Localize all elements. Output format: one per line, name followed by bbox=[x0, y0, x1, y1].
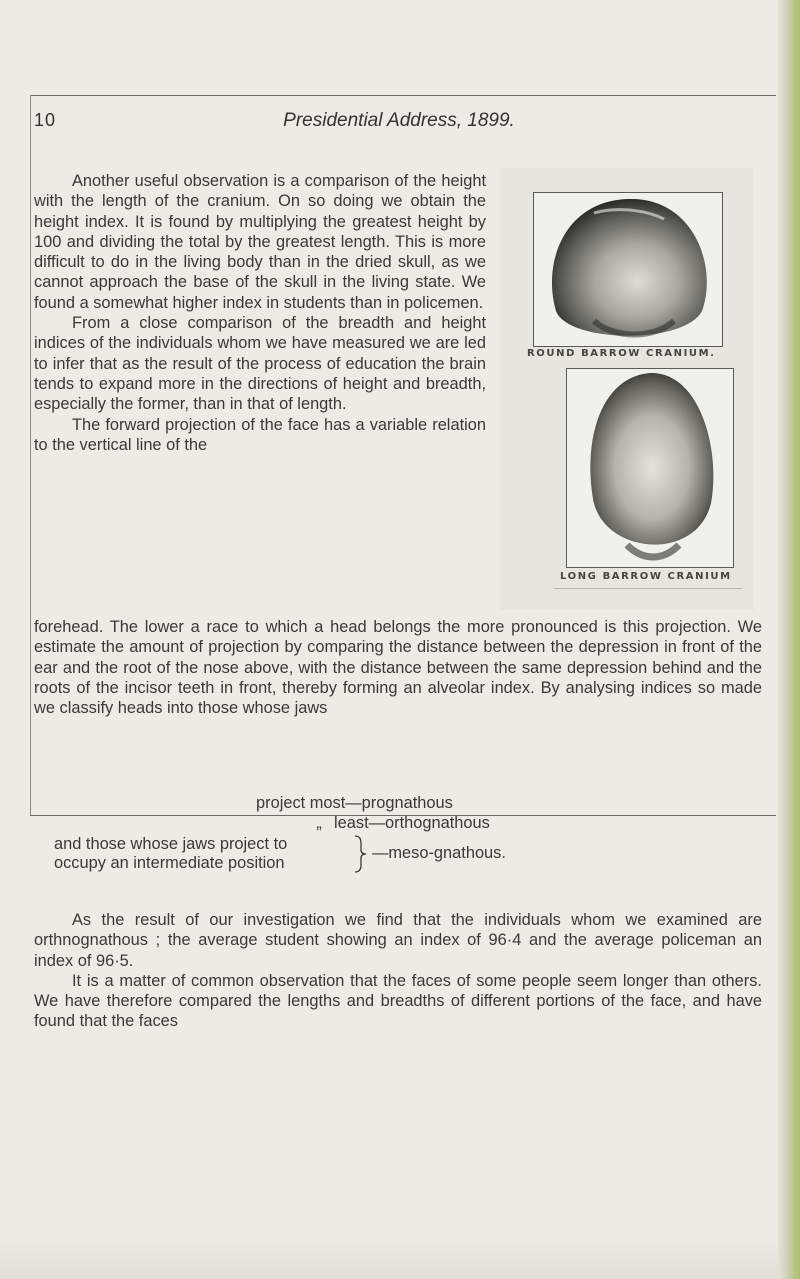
round-barrow-cranium-image bbox=[533, 192, 723, 347]
paragraph-height-index: Another useful observation is a comparison of the height with the length of the cranium. On so doing we obtain the height index. It is found by multiplying the greatest height by 100 and dividing the total by the greatest length. This is more difficult to do in the living body than in the dried skull, as we cannot approach the base of the skull in the living state. We found a somewhat higher index in students than in policemen. bbox=[34, 172, 486, 312]
paragraph-results: As the result of our investigation we find that the individuals whom we examined are orthnognathous ; the average student showing an index of 96·4 and the average policeman an index of 96·5. bbox=[34, 911, 762, 970]
jaw-classification bbox=[54, 794, 594, 910]
page-bottom-shadow bbox=[0, 1239, 778, 1279]
prognathous-line: project most—prognathous bbox=[256, 794, 453, 812]
caption-rule bbox=[554, 588, 742, 589]
mesognathous-line-1: and those whose jaws project to bbox=[54, 835, 288, 853]
wrapped-text-column bbox=[34, 171, 486, 455]
paragraph-education: From a close comparison of the breadth and height indices of the individuals whom we have measured we are led to infer that as the result of the process of education the brain tends to expand more in the directions of height and breadth, especially the former, than in that of length. bbox=[34, 314, 486, 414]
mesognathous-label: —meso-gnathous. bbox=[372, 844, 506, 862]
paragraph-projection-start: The forward projection of the face has a variable relation to the vertical line of the bbox=[34, 415, 486, 454]
page-number: 10 bbox=[34, 110, 57, 130]
results-column bbox=[34, 910, 762, 1032]
ditto-mark: „ bbox=[316, 814, 322, 832]
running-title: Presidential Address, 1899. bbox=[283, 110, 515, 131]
left-border-rule bbox=[30, 95, 31, 815]
paragraph-face-lengths: It is a matter of common observation that the faces of some people seem longer than others. We have therefore compared the lengths and breadths of different portions of the face, and have found that the faces bbox=[34, 971, 762, 1031]
long-barrow-caption: LONG BARROW CRANIUM bbox=[560, 571, 732, 582]
full-width-column bbox=[34, 617, 762, 718]
running-head bbox=[34, 110, 764, 140]
mesognathous-line-2: occupy an intermediate position bbox=[54, 854, 285, 872]
cranium-figure bbox=[500, 168, 754, 610]
paragraph-projection-cont: forehead. The lower a race to which a head belongs the more pronounced is this projection. We estimate the amount of projection by comparing the distance between the depression in front of the ear and the root of the nose above, with the distance between the same depression behind and the roots of the incisor teeth in front, thereby forming an alveolar index. By analysing indices so made we classify heads into those whose jaws bbox=[34, 618, 762, 718]
orthognathous-line: least—orthognathous bbox=[334, 814, 490, 832]
round-skull-illustration bbox=[534, 193, 722, 346]
top-border-rule bbox=[30, 95, 776, 96]
long-skull-illustration bbox=[567, 369, 733, 567]
long-barrow-cranium-image bbox=[566, 368, 734, 568]
page-edge bbox=[778, 0, 800, 1279]
right-brace-icon bbox=[354, 835, 368, 873]
round-barrow-caption: ROUND BARROW CRANIUM. bbox=[527, 348, 716, 359]
